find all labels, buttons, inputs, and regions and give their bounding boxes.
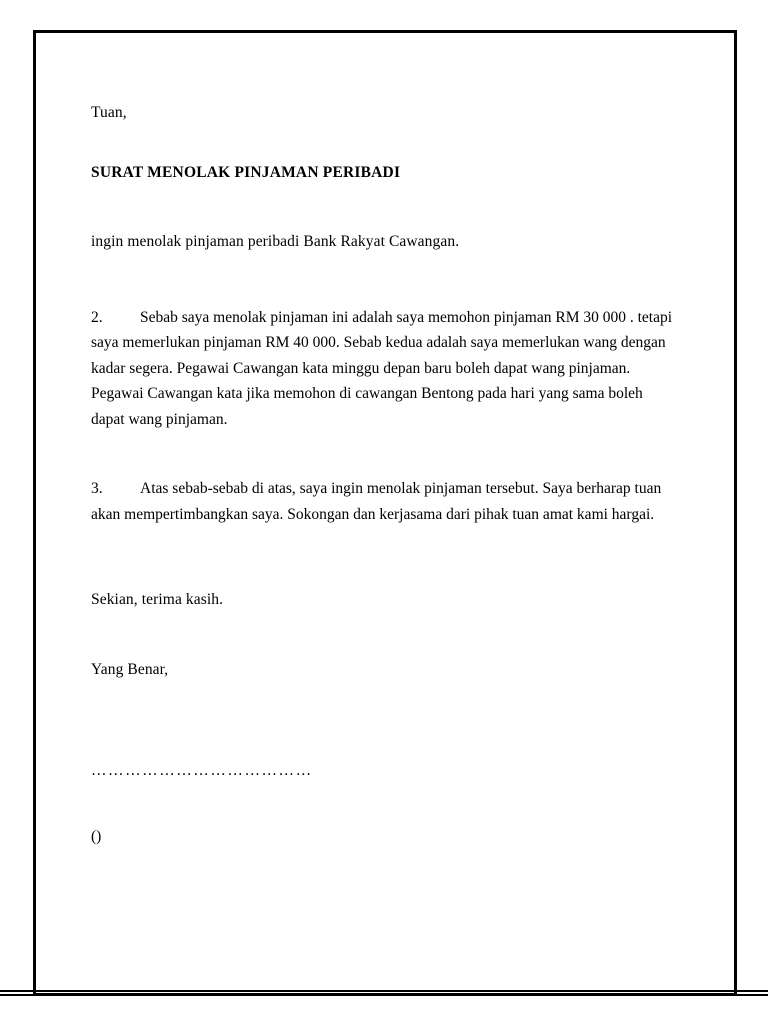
letter-heading: SURAT MENOLAK PINJAMAN PERIBADI: [91, 163, 401, 181]
paragraph-2: [91, 305, 673, 433]
spacer: [91, 527, 673, 561]
salutation: Tuan,: [91, 104, 127, 121]
spacer: [91, 126, 673, 160]
paragraph-2-number: 2.: [91, 308, 103, 326]
signature-name-placeholder: (): [91, 828, 102, 845]
spacer: [91, 185, 673, 219]
paragraph-3-text: Atas sebab-sebab di atas, saya ingin menolak pinjaman tersebut. Saya berharap tuan akan mempertimbangkan saya. Sokongan dan kerjasama dari pihak tuan amat kami hargai.: [91, 480, 662, 523]
opening-line: ingin menolak pinjaman peribadi Bank Rakyat Cawangan.: [91, 233, 460, 250]
spacer: [91, 716, 673, 742]
spacer: [91, 647, 673, 657]
bottom-rule-outer: [0, 990, 768, 992]
paragraph-3: [91, 476, 673, 527]
sign-off: Yang Benar,: [91, 660, 169, 678]
spacer: [91, 561, 673, 587]
spacer: [91, 466, 673, 476]
paragraph-3-number: 3.: [91, 480, 103, 497]
letter-body: [91, 100, 673, 865]
spacer: [91, 613, 673, 647]
spacer: [91, 432, 673, 466]
bottom-rule-inner: [0, 994, 768, 996]
spacer: [91, 255, 673, 289]
spacer: [91, 682, 673, 716]
spacer: [91, 219, 673, 229]
closing-line: Sekian, terima kasih.: [91, 591, 224, 608]
spacer: [91, 289, 673, 305]
signature-line: …………………………………: [91, 761, 313, 779]
spacer: [91, 799, 673, 809]
paragraph-2-text: Sebab saya menolak pinjaman ini adalah saya memohon pinjaman RM 30 000 . tetapi saya memerlukan pinjaman RM 40 000. Sebab kedua adalah saya memerlukan wang dengan kadar segera. Pegawai Cawangan kata minggu depan baru boleh dapat wang pinjaman. Pegawai Cawangan kata jika memohon di cawangan Bentong pada hari yang sama boleh dapat wang pinjaman.: [91, 308, 673, 428]
